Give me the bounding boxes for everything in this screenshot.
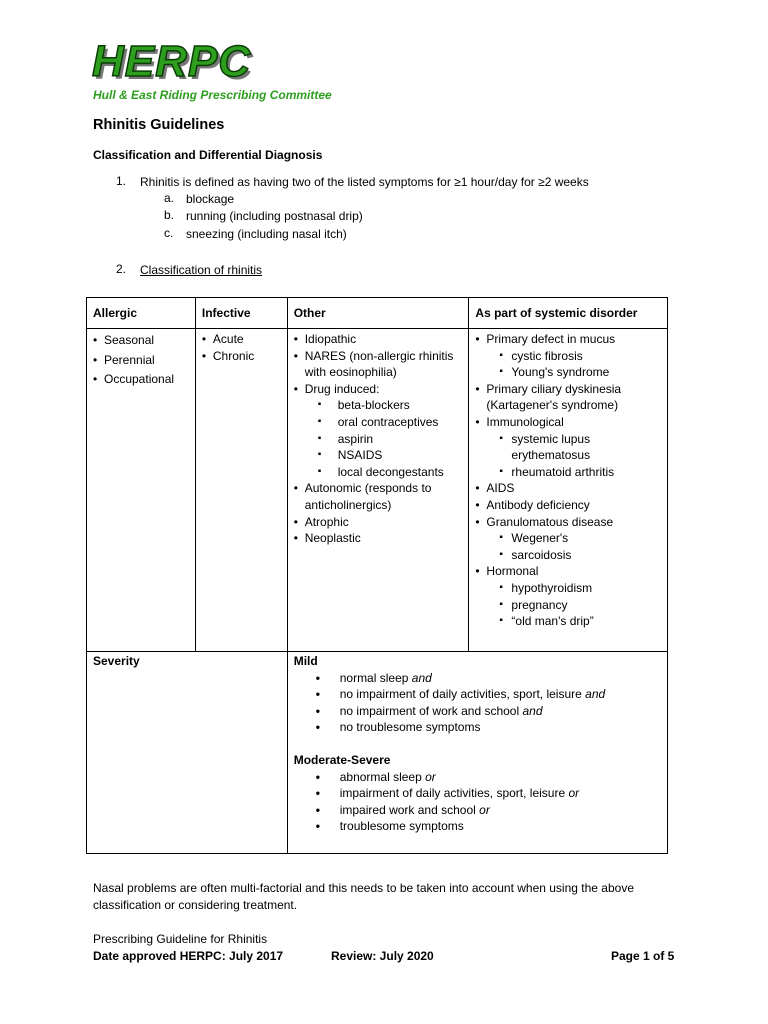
lupus-line-1: systemic lupus	[511, 431, 591, 446]
list-item: • Antibody deficiency	[475, 497, 661, 514]
footer-page-number: Page 1 of 5	[611, 949, 675, 963]
list-item: • Perennial	[93, 351, 189, 371]
list-item	[316, 785, 661, 802]
list-item: • Idiopathic	[294, 331, 463, 348]
mild-label: Mild	[293, 654, 318, 668]
list-item: ▪ hypothyroidism	[499, 580, 661, 597]
list-item	[316, 686, 661, 703]
footer-guideline: Prescribing Guideline for Rhinitis	[93, 932, 268, 946]
list-item	[499, 431, 661, 464]
footer-review: Review: July 2020	[331, 949, 434, 963]
conjunction: and	[585, 687, 606, 702]
list-item: • Hormonal	[475, 563, 661, 580]
cell-infective	[195, 329, 287, 652]
list-item: • Chronic	[202, 348, 281, 365]
list-item: • Granulomatous disease	[475, 514, 661, 531]
list-item	[294, 348, 463, 381]
list-item	[294, 480, 463, 513]
item-2-text: Classification of rhinitis	[140, 263, 263, 277]
moderate-criterion: impaired work and school	[339, 802, 476, 817]
list-item	[316, 719, 661, 736]
list-item: • Primary defect in mucus	[475, 331, 661, 348]
mild-criterion: no impairment of work and school	[339, 703, 520, 718]
list-item	[316, 670, 661, 687]
list-item: ▪ pregnancy	[499, 597, 661, 614]
conjunction: and	[522, 703, 543, 718]
item-1-number: 1.	[116, 174, 127, 188]
list-item: • Drug induced:	[294, 381, 463, 398]
list-item: ▪ Young's syndrome	[499, 364, 661, 381]
item-1b-text: running (including postnasal drip)	[186, 209, 363, 223]
nares-line-2: with eosinophilia)	[304, 365, 397, 380]
conjunction: or	[479, 802, 490, 817]
table-header-row	[87, 298, 668, 329]
mild-criterion: normal sleep	[339, 670, 409, 685]
committee-name: Hull & East Riding Prescribing Committee	[93, 88, 332, 102]
list-item: • Occupational	[93, 370, 189, 390]
page-title: Rhinitis Guidelines	[93, 117, 225, 133]
classification-table	[86, 297, 668, 854]
list-item	[316, 703, 661, 720]
conjunction: or	[425, 769, 436, 784]
ciliary-line-2: (Kartagener's syndrome)	[486, 398, 619, 413]
list-item: • Neoplastic	[294, 530, 463, 547]
cell-allergic	[87, 329, 196, 652]
header-systemic: As part of systemic disorder	[469, 298, 668, 329]
moderate-severe-label: Moderate-Severe	[293, 752, 391, 767]
header-other: Other	[287, 298, 469, 329]
item-1-text: Rhinitis is defined as having two of the listed symptoms for ≥1 hour/day for ≥2 weeks	[140, 175, 589, 189]
conjunction: and	[411, 670, 432, 685]
item-1c-text: sneezing (including nasal itch)	[186, 227, 347, 241]
note-paragraph: Nasal problems are often multi-factorial and this needs to be taken into account when using the above classification or considering treatment.	[93, 881, 634, 912]
list-item: ▪ cystic fibrosis	[499, 348, 661, 365]
autonomic-line-2: anticholinergics)	[304, 497, 392, 512]
list-item: ▪ local decongestants	[318, 464, 463, 481]
item-1a-text: blockage	[186, 192, 235, 206]
moderate-criterion: abnormal sleep	[339, 769, 422, 784]
mild-criterion: no impairment of daily activities, sport, leisure	[339, 687, 582, 702]
herpc-logo: HERPC	[92, 37, 252, 86]
list-item: ▪ oral contraceptives	[318, 414, 463, 431]
cell-systemic	[469, 329, 668, 652]
list-item: ▪ rheumatoid arthritis	[499, 464, 661, 481]
item-2-number: 2.	[116, 262, 127, 276]
cell-severity-details	[287, 652, 667, 854]
list-item: • Atrophic	[294, 514, 463, 531]
cell-other	[287, 329, 469, 652]
list-item	[316, 802, 661, 819]
list-item	[475, 381, 661, 414]
list-item: ▪ beta-blockers	[318, 397, 463, 414]
list-item: ▪ NSAIDS	[318, 447, 463, 464]
autonomic-line-1: Autonomic (responds to	[304, 481, 432, 496]
mild-criterion: no troublesome symptoms	[339, 720, 481, 735]
list-item: • Seasonal	[93, 331, 189, 351]
moderate-criterion: impairment of daily activities, sport, leisure	[339, 786, 566, 801]
ciliary-line-1: Primary ciliary dyskinesia	[486, 381, 622, 396]
conjunction: or	[568, 786, 580, 801]
list-item	[316, 818, 661, 835]
list-item: • Acute	[202, 331, 281, 348]
cell-severity-label	[87, 652, 288, 854]
table-row-types	[87, 329, 668, 652]
list-item: • AIDS	[475, 480, 661, 497]
list-item: ▪ Wegener's	[499, 530, 661, 547]
section-heading: Classification and Differential Diagnosis	[93, 148, 323, 162]
item-1a-letter: a.	[164, 191, 175, 205]
list-item: • Immunological	[475, 414, 661, 431]
table-row-severity	[87, 652, 668, 854]
header-infective: Infective	[195, 298, 287, 329]
list-item: ▪ sarcoidosis	[499, 547, 661, 564]
list-item: ▪ “old man's drip”	[499, 613, 661, 630]
list-item: ▪ aspirin	[318, 431, 463, 448]
list-item	[316, 769, 661, 786]
moderate-criterion: troublesome symptoms	[339, 819, 464, 834]
item-1c-letter: c.	[164, 226, 174, 240]
lupus-line-2: erythematosus	[511, 448, 591, 463]
severity-label: Severity	[93, 654, 140, 668]
header-allergic: Allergic	[87, 298, 196, 329]
nares-line-1: NARES (non-allergic rhinitis	[304, 348, 454, 363]
item-1b-letter: b.	[164, 208, 175, 222]
footer-approved: Date approved HERPC: July 2017	[93, 949, 284, 963]
